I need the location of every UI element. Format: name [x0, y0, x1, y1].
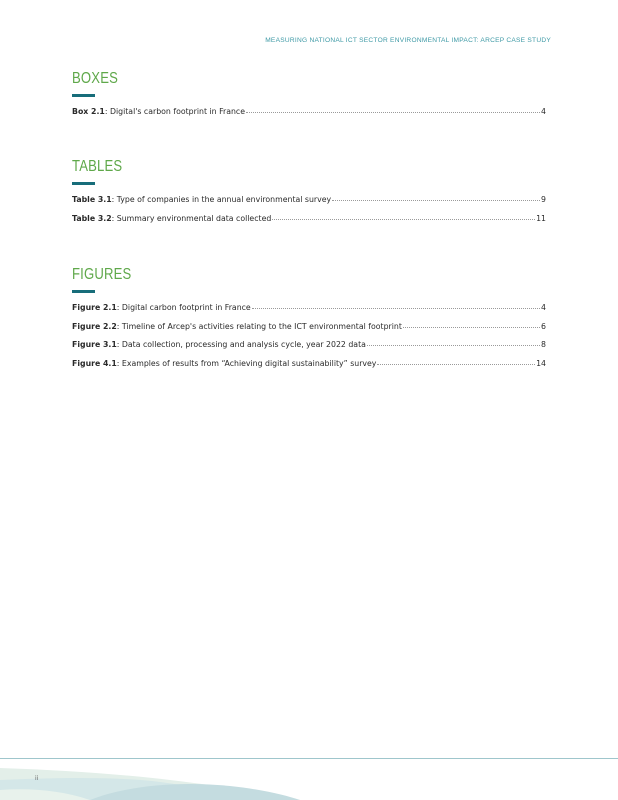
entry-page: 6 — [541, 321, 546, 331]
heading-rule — [72, 290, 95, 293]
page-number: ii — [35, 775, 39, 782]
entry-label: Figure 3.1 — [72, 340, 117, 350]
toc-entry-figure-2-2[interactable] — [72, 322, 546, 331]
footer-wave-decoration — [0, 740, 618, 800]
entry-title: : Digital's carbon footprint in France — [104, 107, 245, 116]
entry-title: : Timeline of Arcep's activities relating to the ICT environmental footprint — [116, 321, 402, 331]
figures-section — [72, 266, 546, 377]
entry-label: Table 3.1 — [72, 195, 112, 204]
running-header: MEASURING NATIONAL ICT SECTOR ENVIRONMENTAL IMPACT: ARCEP CASE STUDY — [265, 37, 551, 44]
toc-entry-figure-2-1[interactable] — [72, 303, 546, 312]
entry-page: 14 — [536, 358, 546, 368]
tables-section — [72, 158, 546, 232]
dot-leader — [272, 219, 535, 220]
entry-page: 11 — [536, 213, 546, 223]
dot-leader — [367, 345, 540, 346]
toc-entry-table-3-1[interactable] — [72, 195, 546, 204]
dot-leader — [403, 327, 540, 328]
toc-entry-box-2-1[interactable] — [72, 107, 546, 116]
dot-leader — [246, 112, 540, 113]
toc-entry-table-3-2[interactable] — [72, 214, 546, 223]
heading-rule — [72, 182, 95, 185]
entry-page: 4 — [541, 107, 546, 116]
boxes-section — [72, 70, 546, 126]
dot-leader — [332, 200, 540, 201]
figures-heading: FIGURES — [72, 266, 132, 283]
dot-leader — [252, 308, 540, 309]
entry-label: Figure 4.1 — [72, 358, 117, 368]
entry-label: Figure 2.1 — [72, 303, 117, 312]
toc-entry-figure-3-1[interactable] — [72, 340, 546, 349]
entry-page: 8 — [541, 340, 546, 350]
entry-label: Table 3.2 — [72, 213, 112, 223]
entry-page: 9 — [541, 195, 546, 204]
dot-leader — [377, 364, 535, 365]
toc-entry-figure-4-1[interactable] — [72, 359, 546, 368]
entry-title: : Digital carbon footprint in France — [116, 303, 251, 312]
entry-title: : Type of companies in the annual environmental survey — [111, 195, 332, 204]
entry-title: : Data collection, processing and analysis cycle, year 2022 data — [116, 340, 366, 350]
entry-title: : Summary environmental data collected — [111, 213, 272, 223]
entry-title: : Examples of results from “Achieving digital sustainability” survey — [116, 358, 377, 368]
entry-page: 4 — [541, 303, 546, 312]
footer-rule — [0, 758, 618, 759]
entry-label: Box 2.1 — [72, 107, 105, 116]
tables-heading: TABLES — [72, 158, 123, 175]
entry-label: Figure 2.2 — [72, 321, 117, 331]
heading-rule — [72, 94, 95, 97]
boxes-heading: BOXES — [72, 70, 119, 87]
